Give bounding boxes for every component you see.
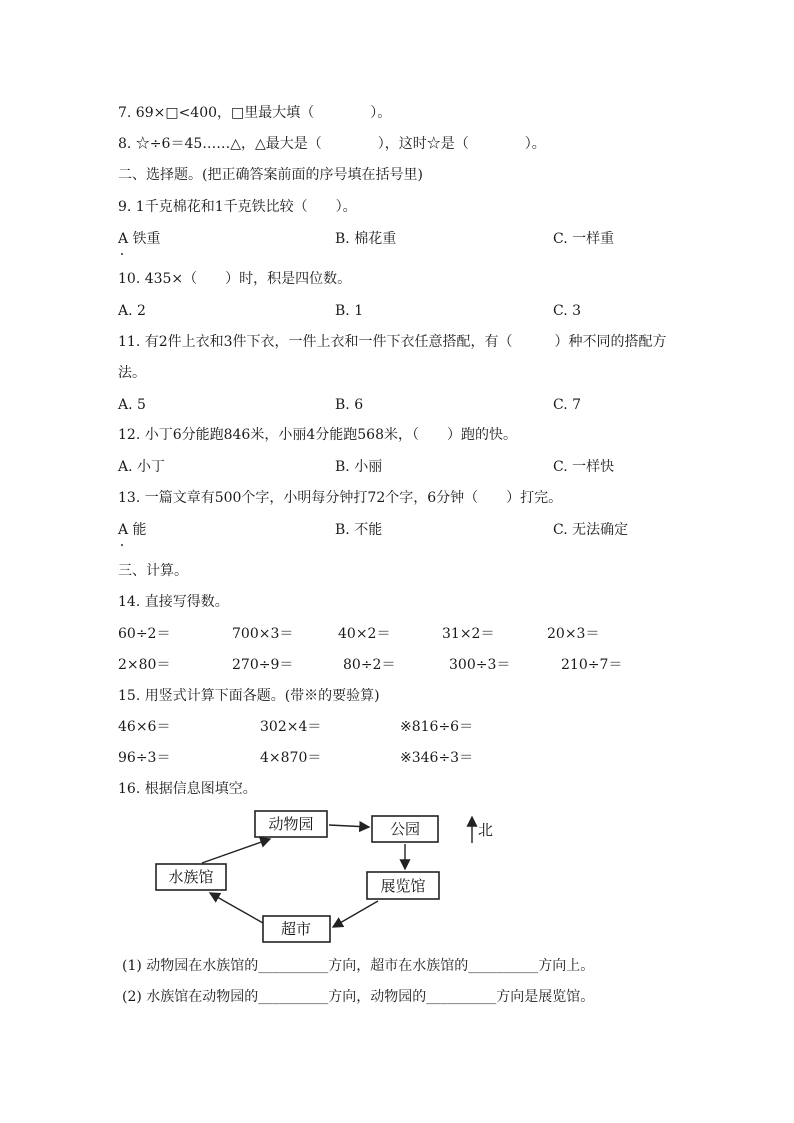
q12-option-b: B. 小丽 [335,459,383,475]
calc14-item: 60÷2＝ [118,626,171,642]
calc15-item: 96÷3＝ [118,750,171,766]
question-8: 8. ☆÷6＝45……△，△最大是（ ），这时☆是（ ）。 [118,136,546,152]
calc14-item: 270÷9＝ [232,657,294,673]
q13-option-b: B. 不能 [335,522,383,538]
calc14-item: 700×3＝ [232,626,294,642]
calc14-item: 300÷3＝ [449,657,511,673]
calc14-item: 31×2＝ [442,626,495,642]
q13-option-a-dot [121,544,123,546]
calc14-item: 80÷2＝ [343,657,396,673]
fill-in-1: (1) 动物园在水族馆的__________方向，超市在水族馆的__________方向上。 [122,958,595,974]
q11-option-a: A. 5 [118,397,146,413]
calc15-item: 4×870＝ [260,750,322,766]
question-12: 12. 小丁6分能跑846米，小丽4分能跑568米，（ ）跑的快。 [118,427,517,443]
q10-option-b: B. 1 [335,303,364,319]
supermarket-label: 超市 [280,920,312,938]
q10-option-c: C. 3 [553,303,582,319]
q10-option-a: A. 2 [118,303,146,319]
location-map-diagram [150,805,510,945]
question-10: 10. 435×（ ）时，积是四位数。 [118,271,352,287]
q13-option-a: A 能 [118,522,147,538]
q13-option-c: C. 无法确定 [553,522,629,538]
question-14: 14. 直接写得数。 [118,594,229,610]
question-13: 13. 一篇文章有500个字，小明每分钟打72个字，6分钟（ ）打完。 [118,490,563,506]
calc15-item: 302×4＝ [260,719,322,735]
aquarium-label: 水族馆 [168,868,214,886]
q11-option-c: C. 7 [553,397,582,413]
arrow-supermarket-to-aquarium [210,893,263,923]
calc14-item: 210÷7＝ [561,657,623,673]
exhibition-label: 展览馆 [380,877,426,895]
q9-option-b: B. 棉花重 [335,231,397,247]
question-11: 11. 有2件上衣和3件下衣，一件上衣和一件下衣任意搭配，有（ ）种不同的搭配方 [118,334,667,350]
arrow-aquarium-to-zoo [202,839,270,863]
q9-option-a-dot [121,253,123,255]
calc14-item: 2×80＝ [118,657,171,673]
q9-option-a: A 铁重 [118,231,161,247]
calc15-item: ※346÷3＝ [400,750,474,766]
section-calc-heading: 三、计算。 [118,563,188,579]
arrow-zoo-to-park [329,825,369,827]
zoo-label: 动物园 [268,815,314,833]
fill-in-2: (2) 水族馆在动物园的__________方向，动物园的__________方向是展览馆。 [122,989,595,1005]
arrow-exhibition-to-supermarket [333,901,378,927]
calc15-item: 46×6＝ [118,719,171,735]
q12-option-a: A. 小丁 [118,459,166,475]
question-11-continued: 法。 [118,365,146,381]
question-16: 16. 根据信息图填空。 [118,781,257,797]
north-label: 北 [478,821,494,839]
question-9: 9. 1千克棉花和1千克铁比较（ ）。 [118,199,357,215]
section-choice-heading: 二、选择题。(把正确答案前面的序号填在括号里) [118,167,423,183]
q9-option-c: C. 一样重 [553,231,615,247]
park-label: 公园 [389,820,421,838]
calc14-item: 40×2＝ [338,626,391,642]
calc14-item: 20×3＝ [547,626,600,642]
question-7: 7. 69×□<400，□里最大填（ ）。 [118,105,392,121]
question-15: 15. 用竖式计算下面各题。(带※的要验算) [118,688,380,704]
calc15-item: ※816÷6＝ [400,719,474,735]
q12-option-c: C. 一样快 [553,459,615,475]
q11-option-b: B. 6 [335,397,364,413]
